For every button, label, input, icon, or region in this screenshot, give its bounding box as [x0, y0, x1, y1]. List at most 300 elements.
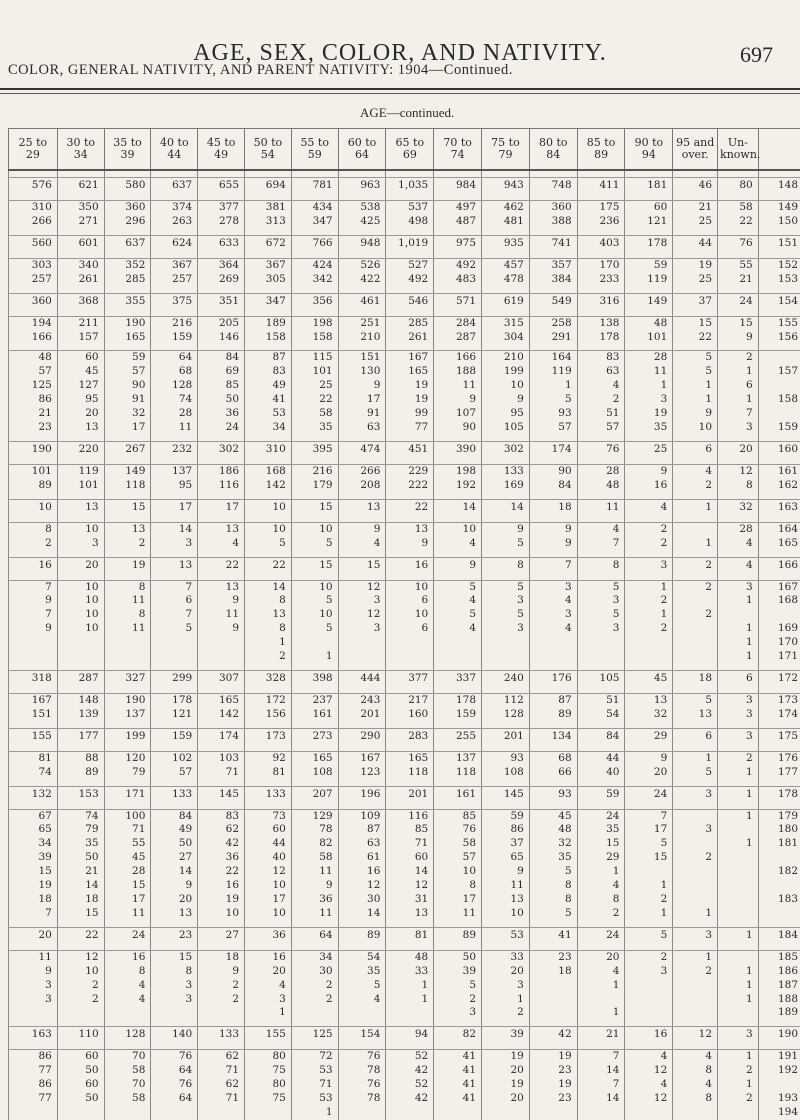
- table-row: [9, 258, 800, 272]
- line-number-cell: 184: [758, 927, 800, 944]
- table-cell: 4: [338, 993, 386, 1007]
- table-cell: 167: [9, 693, 58, 707]
- line-number-cell: 193: [758, 1092, 800, 1106]
- table-cell: 157: [57, 331, 104, 345]
- table-cell: 27: [198, 927, 245, 944]
- table-cell: 5: [434, 580, 482, 594]
- line-number-cell: 177: [758, 766, 800, 780]
- table-cell: 20: [482, 1092, 530, 1106]
- table-cell: 63: [577, 365, 625, 379]
- table-cell: 186: [198, 464, 245, 478]
- table-cell: 48: [577, 479, 625, 493]
- table-cell: 8: [482, 557, 530, 574]
- table-cell: 364: [198, 258, 245, 272]
- table-cell: 53: [245, 407, 292, 421]
- line-number-cell: 150: [758, 215, 800, 229]
- table-cell: 19: [386, 393, 434, 407]
- table-cell: 395: [291, 441, 338, 458]
- table-row: [9, 823, 800, 837]
- table-body: [9, 170, 800, 1120]
- table-cell: [434, 650, 482, 664]
- table-cell: 23: [151, 927, 198, 944]
- table-cell: 85: [198, 379, 245, 393]
- table-cell: 10: [482, 379, 530, 393]
- table-row: [9, 407, 800, 421]
- table-cell: 6: [673, 728, 718, 745]
- table-cell: 30: [338, 893, 386, 907]
- table-cell: 1: [718, 594, 759, 608]
- table-cell: 20: [9, 927, 58, 944]
- table-cell: 537: [386, 201, 434, 215]
- table-cell: 12: [625, 1064, 673, 1078]
- table-cell: [718, 865, 759, 879]
- table-cell: 1,019: [386, 235, 434, 252]
- table-cell: [673, 993, 718, 1007]
- table-row: [9, 728, 800, 745]
- table-cell: 5: [673, 365, 718, 379]
- table-cell: 287: [57, 670, 104, 687]
- table-cell: 199: [482, 365, 530, 379]
- table-cell: 9: [9, 965, 58, 979]
- table-cell: 637: [151, 178, 198, 195]
- table-cell: 15: [577, 837, 625, 851]
- table-cell: 116: [198, 479, 245, 493]
- table-cell: 86: [482, 823, 530, 837]
- table-cell: 2: [625, 522, 673, 536]
- line-number-cell: 186: [758, 965, 800, 979]
- table-cell: 23: [529, 1092, 577, 1106]
- table-cell: 158: [245, 331, 292, 345]
- table-cell: 21: [9, 407, 58, 421]
- table-cell: 137: [434, 751, 482, 765]
- table-row: [9, 1064, 800, 1078]
- table-cell: 360: [529, 201, 577, 215]
- table-cell: [338, 636, 386, 650]
- table-cell: 6: [386, 594, 434, 608]
- table-cell: [482, 1106, 530, 1120]
- table-cell: 1: [625, 907, 673, 921]
- line-number-cell: 172: [758, 670, 800, 687]
- table-cell: 526: [338, 258, 386, 272]
- table-cell: 1: [718, 650, 759, 664]
- table-cell: 15: [291, 557, 338, 574]
- table-row: [9, 479, 800, 493]
- table-cell: 138: [577, 316, 625, 330]
- table-cell: 3: [151, 993, 198, 1007]
- table-cell: 1: [529, 379, 577, 393]
- table-cell: 39: [9, 851, 58, 865]
- table-cell: [673, 879, 718, 893]
- table-cell: 5: [529, 865, 577, 879]
- table-cell: 89: [57, 766, 104, 780]
- table-cell: 48: [386, 950, 434, 964]
- table-cell: 384: [529, 273, 577, 287]
- table-cell: 3: [338, 594, 386, 608]
- table-cell: 11: [104, 907, 151, 921]
- table-cell: 142: [245, 479, 292, 493]
- table-cell: 10: [245, 522, 292, 536]
- table-cell: 50: [198, 393, 245, 407]
- table-cell: 7: [625, 809, 673, 823]
- table-cell: 483: [434, 273, 482, 287]
- table-cell: 25: [673, 273, 718, 287]
- table-cell: 74: [9, 766, 58, 780]
- table-cell: 69: [198, 365, 245, 379]
- table-cell: 75: [245, 1064, 292, 1078]
- table-cell: 2: [673, 557, 718, 574]
- table-cell: 1: [625, 379, 673, 393]
- table-cell: 19: [198, 893, 245, 907]
- table-cell: 101: [9, 464, 58, 478]
- table-row: [9, 365, 800, 379]
- table-cell: 22: [386, 499, 434, 516]
- table-cell: 36: [198, 851, 245, 865]
- line-number-cell: 151: [758, 235, 800, 252]
- table-cell: 12: [245, 865, 292, 879]
- table-cell: [151, 1106, 198, 1120]
- table-cell: 13: [104, 522, 151, 536]
- table-cell: 64: [151, 1064, 198, 1078]
- table-cell: 487: [434, 215, 482, 229]
- table-cell: 48: [625, 316, 673, 330]
- table-cell: 137: [151, 464, 198, 478]
- table-cell: 45: [104, 851, 151, 865]
- table-cell: 3: [577, 594, 625, 608]
- table-cell: 5: [577, 580, 625, 594]
- table-cell: 266: [338, 464, 386, 478]
- table-cell: 159: [434, 708, 482, 722]
- table-cell: 10: [673, 421, 718, 435]
- table-cell: 1: [673, 751, 718, 765]
- table-cell: 4: [245, 979, 292, 993]
- table-cell: 45: [529, 809, 577, 823]
- table-cell: [529, 636, 577, 650]
- table-cell: 1: [718, 1050, 759, 1064]
- table-cell: 14: [57, 879, 104, 893]
- table-cell: 457: [482, 258, 530, 272]
- table-cell: 178: [625, 235, 673, 252]
- table-cell: 35: [625, 421, 673, 435]
- table-cell: 42: [198, 837, 245, 851]
- table-cell: 2: [673, 851, 718, 865]
- table-cell: 20: [57, 557, 104, 574]
- table-cell: 4: [338, 537, 386, 551]
- table-cell: 128: [482, 708, 530, 722]
- table-row: [9, 499, 800, 516]
- table-row: [9, 993, 800, 1007]
- table-cell: 119: [57, 464, 104, 478]
- table-cell: 4: [673, 1050, 718, 1064]
- table-cell: 68: [529, 751, 577, 765]
- table-cell: 444: [338, 670, 386, 687]
- table-cell: 44: [673, 235, 718, 252]
- table-cell: 4: [577, 522, 625, 536]
- line-number-cell: 155: [758, 316, 800, 330]
- table-cell: 975: [434, 235, 482, 252]
- table-cell: 165: [291, 751, 338, 765]
- table-cell: 129: [291, 809, 338, 823]
- table-cell: 2: [482, 1006, 530, 1020]
- table-cell: 481: [482, 215, 530, 229]
- table-cell: 18: [198, 950, 245, 964]
- table-cell: 42: [386, 1064, 434, 1078]
- table-cell: 271: [57, 215, 104, 229]
- table-cell: 741: [529, 235, 577, 252]
- table-cell: 5: [529, 393, 577, 407]
- table-cell: 174: [198, 728, 245, 745]
- table-cell: 95: [482, 407, 530, 421]
- table-cell: 82: [291, 837, 338, 851]
- table-cell: 163: [9, 1027, 58, 1044]
- table-cell: 12: [57, 950, 104, 964]
- table-cell: 1: [625, 879, 673, 893]
- table-cell: 1: [577, 1006, 625, 1020]
- table-row: [9, 693, 800, 707]
- table-cell: 32: [529, 837, 577, 851]
- table-cell: 76: [151, 1050, 198, 1064]
- table-cell: 78: [291, 823, 338, 837]
- table-cell: [529, 650, 577, 664]
- table-cell: 9: [625, 751, 673, 765]
- table-cell: 151: [338, 351, 386, 365]
- table-cell: [673, 594, 718, 608]
- table-cell: 284: [434, 316, 482, 330]
- table-row: [9, 537, 800, 551]
- table-cell: 41: [434, 1078, 482, 1092]
- table-cell: 4: [625, 499, 673, 516]
- table-cell: 91: [104, 393, 151, 407]
- table-cell: 36: [198, 407, 245, 421]
- table-cell: 77: [9, 1092, 58, 1106]
- table-row: [9, 316, 800, 330]
- table-cell: 22: [198, 557, 245, 574]
- table-cell: 60: [386, 851, 434, 865]
- table-cell: 62: [198, 1078, 245, 1092]
- table-row: [9, 751, 800, 765]
- table-cell: [104, 1006, 151, 1020]
- table-cell: 171: [104, 786, 151, 803]
- table-cell: 50: [57, 851, 104, 865]
- table-cell: 58: [434, 837, 482, 851]
- table-cell: 201: [338, 708, 386, 722]
- table-cell: 14: [577, 1092, 625, 1106]
- table-cell: 84: [577, 728, 625, 745]
- table-cell: 216: [151, 316, 198, 330]
- table-cell: 16: [9, 557, 58, 574]
- table-cell: 13: [625, 693, 673, 707]
- table-cell: 55: [718, 258, 759, 272]
- table-cell: 571: [434, 293, 482, 310]
- table-cell: 3: [625, 965, 673, 979]
- table-cell: 1: [718, 786, 759, 803]
- column-header: [758, 129, 800, 171]
- table-cell: 347: [291, 215, 338, 229]
- line-number-cell: [758, 407, 800, 421]
- line-number-cell: 187: [758, 979, 800, 993]
- table-cell: 59: [104, 351, 151, 365]
- table-cell: 258: [529, 316, 577, 330]
- table-cell: 71: [198, 766, 245, 780]
- table-cell: 337: [434, 670, 482, 687]
- table-cell: 3: [151, 537, 198, 551]
- line-number-cell: 171: [758, 650, 800, 664]
- table-cell: 109: [338, 809, 386, 823]
- table-cell: 10: [482, 907, 530, 921]
- table-cell: 155: [9, 728, 58, 745]
- table-cell: 86: [9, 1078, 58, 1092]
- table-cell: 310: [245, 441, 292, 458]
- table-cell: 87: [338, 823, 386, 837]
- table-cell: 748: [529, 178, 577, 195]
- table-cell: 71: [386, 837, 434, 851]
- table-cell: 497: [434, 201, 482, 215]
- table-cell: 8: [673, 1064, 718, 1078]
- table-cell: 161: [291, 708, 338, 722]
- line-number-cell: 179: [758, 809, 800, 823]
- table-cell: 15: [673, 316, 718, 330]
- table-cell: 164: [529, 351, 577, 365]
- table-cell: 5: [529, 907, 577, 921]
- table-cell: 1: [245, 1006, 292, 1020]
- table-cell: 3: [718, 728, 759, 745]
- table-cell: 105: [482, 421, 530, 435]
- table-cell: 35: [57, 837, 104, 851]
- table-cell: 8: [577, 557, 625, 574]
- table-cell: 95: [57, 393, 104, 407]
- table-cell: [291, 636, 338, 650]
- table-cell: [529, 1006, 577, 1020]
- table-cell: [673, 893, 718, 907]
- table-cell: [9, 1106, 58, 1120]
- table-cell: 3: [673, 823, 718, 837]
- table-cell: 1: [673, 907, 718, 921]
- table-cell: 35: [291, 421, 338, 435]
- table-cell: 59: [577, 786, 625, 803]
- table-cell: 9: [151, 879, 198, 893]
- column-header: 90 to 94: [625, 129, 673, 171]
- table-cell: 90: [104, 379, 151, 393]
- table-cell: 1: [577, 865, 625, 879]
- table-cell: 13: [198, 522, 245, 536]
- table-cell: 7: [9, 608, 58, 622]
- table-cell: 28: [577, 464, 625, 478]
- table-cell: 83: [245, 365, 292, 379]
- table-cell: 41: [434, 1050, 482, 1064]
- table-cell: 70: [104, 1050, 151, 1064]
- table-cell: 87: [529, 693, 577, 707]
- table-cell: 16: [245, 950, 292, 964]
- table-cell: 4: [434, 537, 482, 551]
- table-cell: 16: [198, 879, 245, 893]
- table-cell: 108: [482, 766, 530, 780]
- table-cell: 6: [718, 670, 759, 687]
- table-cell: 963: [338, 178, 386, 195]
- table-cell: 13: [151, 907, 198, 921]
- table-cell: 72: [291, 1050, 338, 1064]
- table-row: [9, 201, 800, 215]
- table-cell: 233: [577, 273, 625, 287]
- table-cell: [198, 1006, 245, 1020]
- table-cell: 158: [291, 331, 338, 345]
- table-cell: 167: [386, 351, 434, 365]
- table-cell: 5: [291, 537, 338, 551]
- table-cell: 149: [104, 464, 151, 478]
- table-cell: 101: [625, 331, 673, 345]
- table-cell: 19: [673, 258, 718, 272]
- line-number-cell: 156: [758, 331, 800, 345]
- table-cell: 78: [338, 1092, 386, 1106]
- table-cell: 86: [9, 393, 58, 407]
- table-cell: 3: [718, 693, 759, 707]
- table-cell: 4: [577, 965, 625, 979]
- table-cell: 121: [625, 215, 673, 229]
- table-cell: 285: [104, 273, 151, 287]
- table-cell: 125: [9, 379, 58, 393]
- table-cell: 16: [386, 557, 434, 574]
- table-cell: 637: [104, 235, 151, 252]
- table-cell: 32: [104, 407, 151, 421]
- table-cell: 398: [291, 670, 338, 687]
- table-cell: [673, 837, 718, 851]
- table-cell: 20: [625, 766, 673, 780]
- table-cell: 10: [57, 965, 104, 979]
- table-cell: 1: [718, 766, 759, 780]
- table-cell: 11: [291, 907, 338, 921]
- table-row: [9, 1106, 800, 1120]
- table-cell: 9: [198, 622, 245, 636]
- table-cell: [673, 650, 718, 664]
- table-cell: 22: [673, 331, 718, 345]
- table-row: [9, 1078, 800, 1092]
- table-row: [9, 464, 800, 478]
- table-cell: 40: [577, 766, 625, 780]
- table-cell: 1: [718, 1078, 759, 1092]
- table-cell: 17: [104, 421, 151, 435]
- table-cell: 32: [718, 499, 759, 516]
- table-cell: 57: [104, 365, 151, 379]
- line-number-cell: 175: [758, 728, 800, 745]
- table-cell: 291: [529, 331, 577, 345]
- table-cell: 10: [434, 865, 482, 879]
- table-cell: 8: [577, 893, 625, 907]
- table-cell: 411: [577, 178, 625, 195]
- table-cell: 4: [718, 537, 759, 551]
- table-cell: 5: [482, 608, 530, 622]
- table-cell: [198, 636, 245, 650]
- table-cell: 5: [338, 979, 386, 993]
- table-cell: 81: [9, 751, 58, 765]
- table-cell: 7: [577, 1050, 625, 1064]
- table-cell: 2: [625, 537, 673, 551]
- table-row: [9, 178, 800, 195]
- table-cell: 3: [9, 979, 58, 993]
- table-cell: 165: [198, 693, 245, 707]
- table-cell: 356: [291, 293, 338, 310]
- table-cell: 350: [57, 201, 104, 215]
- table-cell: [9, 650, 58, 664]
- column-header: 65 to 69: [386, 129, 434, 171]
- table-row: [9, 950, 800, 964]
- table-cell: 58: [104, 1064, 151, 1078]
- table-cell: 263: [151, 215, 198, 229]
- table-cell: 9: [529, 537, 577, 551]
- table-cell: [718, 879, 759, 893]
- table-cell: 318: [9, 670, 58, 687]
- table-cell: 68: [151, 365, 198, 379]
- table-cell: 10: [291, 522, 338, 536]
- table-cell: 236: [577, 215, 625, 229]
- table-cell: 11: [482, 879, 530, 893]
